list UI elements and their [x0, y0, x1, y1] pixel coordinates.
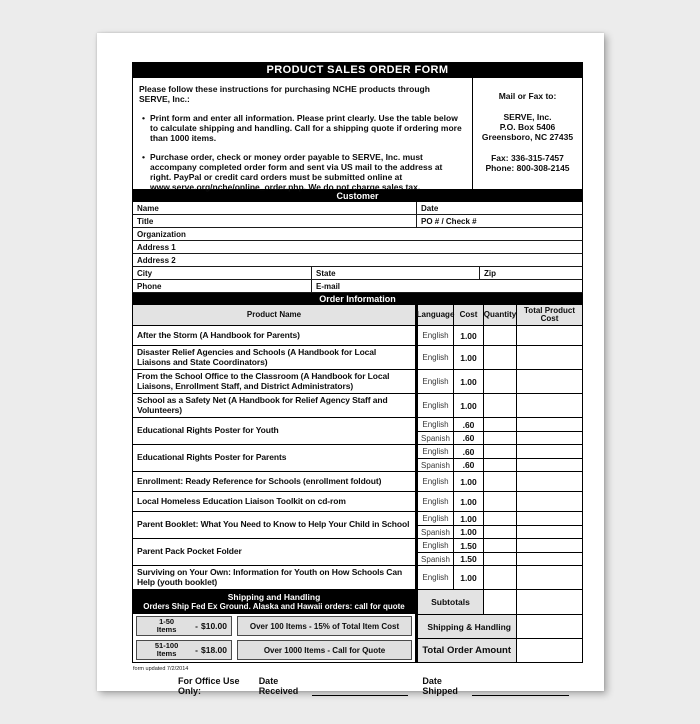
- total-cost-cell: [516, 472, 582, 491]
- office-use-line: [132, 673, 583, 696]
- language-cell: English: [415, 346, 453, 369]
- tier-range-value: 51-100: [154, 641, 179, 650]
- tier-range-unit: Items: [156, 649, 177, 658]
- total-cost-cell: [516, 553, 582, 565]
- product-variants: [415, 445, 582, 471]
- product-row: [133, 394, 582, 418]
- product-row: [133, 472, 582, 492]
- product-variants: [415, 566, 582, 589]
- customer-fields: [132, 202, 583, 293]
- cost-cell: 1.50: [453, 539, 483, 552]
- shipping-tier-row: [133, 614, 415, 638]
- subtotals-row: [415, 590, 582, 614]
- cost-cell: 1.00: [453, 326, 483, 345]
- language-cell: English: [415, 472, 453, 491]
- customer-field-row: [132, 280, 583, 293]
- customer-field-organization: Organization: [137, 230, 186, 239]
- language-cell: Spanish: [415, 553, 453, 565]
- variant-row: [415, 512, 582, 525]
- date-received-blank: [312, 688, 409, 696]
- total-cost-cell: [516, 346, 582, 369]
- instructions-box: [132, 78, 583, 190]
- language-cell: English: [415, 326, 453, 345]
- quantity-cell: [483, 326, 516, 345]
- product-variants: [415, 472, 582, 491]
- variant-row: [415, 370, 582, 393]
- header-total-product-cost: Total Product Cost: [516, 305, 582, 325]
- shipping-header-title: Shipping and Handling: [227, 592, 321, 602]
- shipping-subtotal-block: [132, 590, 583, 663]
- total-order-row: [415, 638, 582, 662]
- product-variants: [415, 492, 582, 511]
- tier-note-cell: Over 100 Items - 15% of Total Item Cost: [237, 616, 412, 636]
- cost-cell: 1.50: [453, 553, 483, 565]
- quantity-cell: [483, 566, 516, 589]
- date-received-label: Date Received: [258, 676, 299, 696]
- office-use-label: For Office Use Only:: [178, 676, 240, 696]
- product-variants: [415, 512, 582, 538]
- quantity-cell: [483, 370, 516, 393]
- cost-cell: 1.00: [453, 370, 483, 393]
- total-cost-cell: [516, 394, 582, 417]
- header-cost: Cost: [453, 305, 483, 325]
- order-table: [132, 305, 583, 590]
- shipping-tier-row: [133, 638, 415, 662]
- mail-to-block: [473, 78, 582, 189]
- quantity-cell: [483, 512, 516, 525]
- shipping-header-note: Orders Ship Fed Ex Ground. Alaska and Hawaii orders: call for quote: [143, 602, 405, 611]
- language-cell: English: [415, 445, 453, 458]
- shipping-handling-panel: [133, 590, 415, 662]
- instructions-text: [133, 78, 473, 192]
- cost-cell: 1.00: [453, 526, 483, 538]
- product-row: [133, 512, 582, 539]
- total-cost-cell: [516, 539, 582, 552]
- instruction-bullet: [139, 113, 462, 143]
- mail-to-line: Greensboro, NC 27435: [481, 132, 574, 142]
- customer-field-name: Name: [137, 204, 159, 213]
- customer-field-row: [132, 215, 583, 228]
- product-row: [133, 566, 582, 590]
- subtotal-value-cell: [516, 590, 582, 614]
- product-variants: [415, 418, 582, 444]
- order-table-body: [133, 326, 582, 590]
- product-name-cell: School as a Safety Net (A Handbook for Relief Agency Staff and Volunteers): [137, 395, 388, 415]
- customer-field-city: City: [137, 269, 153, 278]
- shipping-handling-label: Shipping & Handling: [415, 615, 516, 638]
- customer-field-date: Date: [416, 202, 582, 214]
- cost-cell: .60: [453, 459, 483, 471]
- order-table-header: [133, 305, 582, 326]
- shipping-handling-value-cell: [516, 615, 582, 638]
- bullet-icon: •: [142, 113, 145, 123]
- variant-row: [415, 472, 582, 491]
- header-language: Language: [415, 305, 453, 325]
- fax-number: Fax: 336-315-7457: [491, 153, 564, 163]
- total-cost-cell: [516, 492, 582, 511]
- variant-row: [415, 566, 582, 589]
- quantity-cell: [483, 526, 516, 538]
- product-variants: [415, 370, 582, 393]
- variant-row: [415, 458, 582, 471]
- total-order-label: Total Order Amount: [415, 639, 516, 662]
- product-variants: [415, 394, 582, 417]
- product-name-cell: Disaster Relief Agencies and Schools (A Handbook for Local Liaisons and State Coordinators): [137, 347, 377, 367]
- date-shipped-label: Date Shipped: [422, 676, 458, 696]
- product-name-cell: Parent Booklet: What You Need to Know to Help Your Child in School: [137, 519, 410, 530]
- subtotals-label: Subtotals: [415, 590, 483, 614]
- variant-row: [415, 431, 582, 444]
- variant-row: [415, 552, 582, 565]
- total-order-value-cell: [516, 639, 582, 662]
- product-name-cell: Local Homeless Education Liaison Toolkit on cd-rom: [137, 495, 346, 506]
- shipping-handling-row: [415, 614, 582, 638]
- product-name-cell: After the Storm (A Handbook for Parents): [137, 329, 300, 340]
- variant-row: [415, 492, 582, 511]
- cost-cell: 1.00: [453, 566, 483, 589]
- cost-cell: .60: [453, 432, 483, 444]
- language-cell: Spanish: [415, 459, 453, 471]
- instructions-intro: Please follow these instructions for purchasing NCHE products through SERVE, Inc.:: [139, 84, 430, 104]
- customer-field-row: [132, 267, 583, 280]
- quantity-cell: [483, 472, 516, 491]
- cost-cell: 1.00: [453, 472, 483, 491]
- product-row: [133, 418, 582, 445]
- product-name-cell: Enrollment: Ready Reference for Schools (enrollment foldout): [137, 475, 382, 486]
- total-cost-cell: [516, 445, 582, 458]
- tier-quantity-cell: [136, 640, 232, 660]
- total-cost-cell: [516, 418, 582, 431]
- product-row: [133, 539, 582, 566]
- quantity-cell: [483, 432, 516, 444]
- tier-range: [141, 642, 192, 658]
- customer-section-bar: Customer: [132, 190, 583, 202]
- tier-separator: -: [195, 621, 198, 631]
- language-cell: English: [415, 418, 453, 431]
- product-variants: [415, 539, 582, 565]
- customer-field-po-check: PO # / Check #: [416, 215, 582, 227]
- variant-row: [415, 539, 582, 552]
- variant-row: [415, 394, 582, 417]
- bullet-text: Purchase order, check or money order payable to SERVE, Inc. must accompany completed order form and sent via US mail to the address at right. PayPal or credit card orders must be submitted online at www.serve.org/nche/online_order.php. We do not charge sales tax.: [150, 152, 443, 192]
- total-cost-cell: [516, 370, 582, 393]
- language-cell: English: [415, 539, 453, 552]
- order-information-bar: Order Information: [132, 293, 583, 305]
- variant-row: [415, 525, 582, 538]
- cost-cell: 1.00: [453, 492, 483, 511]
- customer-field-row: [132, 202, 583, 215]
- customer-field-zip: Zip: [479, 267, 582, 279]
- tier-separator: -: [195, 645, 198, 655]
- quantity-cell: [483, 492, 516, 511]
- product-row: [133, 370, 582, 394]
- bullet-icon: •: [142, 152, 145, 162]
- tier-price: $10.00: [201, 621, 227, 631]
- header-product-name: Product Name: [246, 309, 302, 319]
- product-sales-order-form: [132, 62, 583, 696]
- cost-cell: .60: [453, 445, 483, 458]
- tier-price: $18.00: [201, 645, 227, 655]
- product-name-cell: From the School Office to the Classroom (A Handbook for Local Liaisons, Enrollment Staff, and District Administrators): [137, 371, 390, 391]
- language-cell: English: [415, 566, 453, 589]
- mail-to-label: Mail or Fax to:: [498, 91, 557, 101]
- tier-range-unit: Items: [156, 625, 177, 634]
- product-name-cell: Educational Rights Poster for Youth: [137, 425, 279, 436]
- customer-field-row: [132, 254, 583, 267]
- total-cost-cell: [516, 326, 582, 345]
- language-cell: Spanish: [415, 432, 453, 444]
- customer-field-address-1: Address 1: [137, 243, 176, 252]
- customer-field-title: Title: [137, 217, 154, 226]
- quantity-cell: [483, 553, 516, 565]
- header-quantity: Quantity: [483, 305, 516, 325]
- total-cost-cell: [516, 459, 582, 471]
- customer-field-state: State: [311, 267, 479, 279]
- product-row: [133, 445, 582, 472]
- variant-row: [415, 346, 582, 369]
- total-cost-cell: [516, 526, 582, 538]
- tier-note-cell: Over 1000 Items - Call for Quote: [237, 640, 412, 660]
- customer-field-address-2: Address 2: [137, 256, 176, 265]
- language-cell: English: [415, 492, 453, 511]
- mail-to-line: P.O. Box 5406: [499, 122, 556, 132]
- quantity-cell: [483, 445, 516, 458]
- quantity-cell: [483, 346, 516, 369]
- product-row: [133, 326, 582, 346]
- total-cost-cell: [516, 432, 582, 444]
- quantity-cell: [483, 539, 516, 552]
- instruction-bullet: [139, 152, 462, 192]
- tier-range: [141, 618, 192, 634]
- subtotal-quantity-cell: [483, 590, 516, 614]
- product-variants: [415, 326, 582, 345]
- cost-cell: 1.00: [453, 512, 483, 525]
- customer-field-row: [132, 228, 583, 241]
- language-cell: English: [415, 370, 453, 393]
- language-cell: English: [415, 512, 453, 525]
- product-variants: [415, 346, 582, 369]
- variant-row: [415, 326, 582, 345]
- variant-row: [415, 418, 582, 431]
- document-page: [97, 33, 604, 696]
- product-name-cell: Educational Rights Poster for Parents: [137, 452, 287, 463]
- language-cell: English: [415, 394, 453, 417]
- quantity-cell: [483, 394, 516, 417]
- bullet-text: Print form and enter all information. Please print clearly. Use the table below to calculate shipping and handling. Call for a shipping quote if ordering more than 1000 items.: [150, 113, 462, 143]
- product-row: [133, 492, 582, 512]
- total-cost-cell: [516, 512, 582, 525]
- phone-number: Phone: 800-308-2145: [485, 163, 570, 173]
- language-cell: Spanish: [415, 526, 453, 538]
- shipping-header: [133, 590, 415, 614]
- cost-cell: .60: [453, 418, 483, 431]
- product-name-cell: Surviving on Your Own: Information for Youth on How Schools Can Help (youth booklet): [137, 567, 403, 587]
- totals-panel: [415, 590, 582, 662]
- form-updated-note: form updated 7/2/2014: [133, 666, 189, 672]
- customer-field-phone: Phone: [137, 282, 162, 291]
- form-title: PRODUCT SALES ORDER FORM: [132, 62, 583, 78]
- tier-quantity-cell: [136, 616, 232, 636]
- product-row: [133, 346, 582, 370]
- quantity-cell: [483, 459, 516, 471]
- mail-to-line: SERVE, Inc.: [503, 112, 552, 122]
- customer-field-e-mail: E-mail: [311, 280, 582, 292]
- customer-field-row: [132, 241, 583, 254]
- total-cost-cell: [516, 566, 582, 589]
- shipping-tiers: [133, 614, 415, 662]
- tier-range-value: 1-50: [159, 617, 175, 626]
- variant-row: [415, 445, 582, 458]
- cost-cell: 1.00: [453, 394, 483, 417]
- product-name-cell: Parent Pack Pocket Folder: [137, 546, 242, 557]
- cost-cell: 1.00: [453, 346, 483, 369]
- quantity-cell: [483, 418, 516, 431]
- date-shipped-blank: [472, 688, 569, 696]
